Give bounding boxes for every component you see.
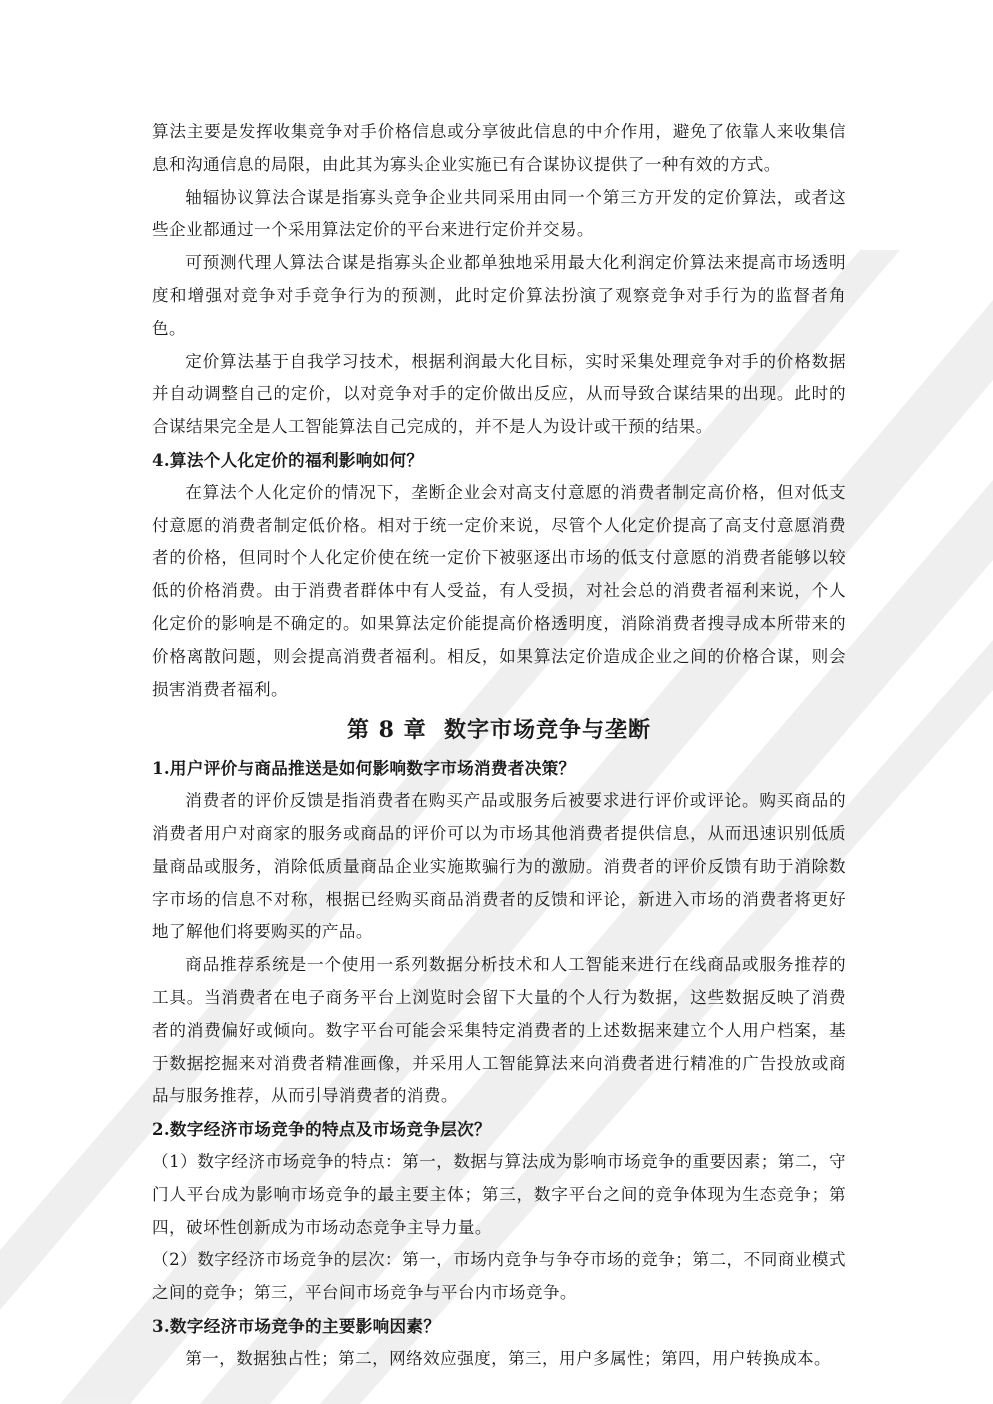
question-heading: 1.用户评价与商品推送是如何影响数字市场消费者决策？ <box>152 758 576 779</box>
paragraph: 可预测代理人算法合谋是指寡头企业都单独地采用最大化利润定价算法来提高市场透明度和增强对竞争对手竞争行为的预测，此时定价算法扮演了观察竞争对手行为的监督者角色。 <box>152 253 846 338</box>
answer-paragraph: 消费者的评价反馈是指消费者在购买产品或服务后被要求进行评价或评论。购买商品的消费者用户对商家的服务或商品的评价可以为市场其他消费者提供信息，从而迅速识别低质量商品或服务，消除低质量商品企业实施欺骗行为的激励。消费者的评价反馈有助于消除数字市场的信息不对称，根据已经购买商品消费者的反馈和评论，新进入市场的消费者将更好地了解他们将要购买的产品。 <box>152 791 846 942</box>
paragraph: 轴辐协议算法合谋是指寡头竞争企业共同采用由同一个第三方开发的定价算法，或者这些企业都通过一个采用算法定价的平台来进行定价并交易。 <box>152 187 846 240</box>
answer-paragraph: 在算法个人化定价的情况下，垄断企业会对高支付意愿的消费者制定高价格，但对低支付意愿的消费者制定低价格。相对于统一定价来说，尽管个人化定价提高了高支付意愿消费者的价格，但同时个人化定价使在统一定价下被驱逐出市场的低支付意愿的消费者能够以较低的价格消费。由于消费者群体中有人受益，有人受损，对社会总的消费者福利来说，个人化定价的影响是不确定的。如果算法定价能提高价格透明度，消除消费者搜寻成本所带来的价格离散问题，则会提高消费者福利。相反，如果算法定价造成企业之间的价格合谋，则会损害消费者福利。 <box>152 482 846 699</box>
answer-paragraph: 第一，数据独占性；第二，网络效应强度，第三，用户多属性；第四，用户转换成本。 <box>185 1348 831 1368</box>
chapter-heading <box>152 714 846 746</box>
question-heading: 4.算法个人化定价的福利影响如何？ <box>152 449 424 470</box>
question-heading: 2.数字经济市场竞争的特点及市场竞争层次？ <box>152 1119 491 1140</box>
chapter-label: 第 8 章 <box>347 717 427 744</box>
answer-item: （2）数字经济市场竞争的层次：第一，市场内竞争与争夺市场的竞争；第二，不同商业模式之间的竞争；第三，平台间市场竞争与平台内市场竞争。 <box>152 1250 846 1303</box>
question-heading: 3.数字经济市场竞争的主要影响因素？ <box>152 1315 441 1336</box>
answer-item: （1）数字经济市场竞争的特点：第一，数据与算法成为影响市场竞争的重要因素；第二，守门人平台成为影响市场竞争的最主要主体；第三，数字平台之间的竞争体现为生态竞争；第四，破坏性创新成为市场动态竞争主导力量。 <box>152 1151 846 1237</box>
chapter-title: 数字市场竞争与垄断 <box>443 717 651 744</box>
paragraph: 定价算法基于自我学习技术，根据利润最大化目标，实时采集处理竞争对手的价格数据并自动调整自己的定价，以对竞争对手的定价做出反应，从而导致合谋结果的出现。此时的合谋结果完全是人工智能算法自己完成的，并不是人为设计或干预的结果。 <box>152 351 846 437</box>
document-body <box>152 116 846 1375</box>
paragraph: 算法主要是发挥收集竞争对手价格信息或分享彼此信息的中介作用，避免了依靠人来收集信息和沟通信息的局限，由此其为寡头企业实施已有合谋协议提供了一种有效的方式。 <box>152 122 846 174</box>
answer-paragraph: 商品推荐系统是一个使用一系列数据分析技术和人工智能来进行在线商品或服务推荐的工具。当消费者在电子商务平台上浏览时会留下大量的个人行为数据，这些数据反映了消费者的消费偏好或倾向。数字平台可能会采集特定消费者的上述数据来建立个人用户档案，基于数据挖掘来对消费者精准画像，并采用人工智能算法来向消费者进行精准的广告投放或商品与服务推荐，从而引导消费者的消费。 <box>152 955 846 1106</box>
